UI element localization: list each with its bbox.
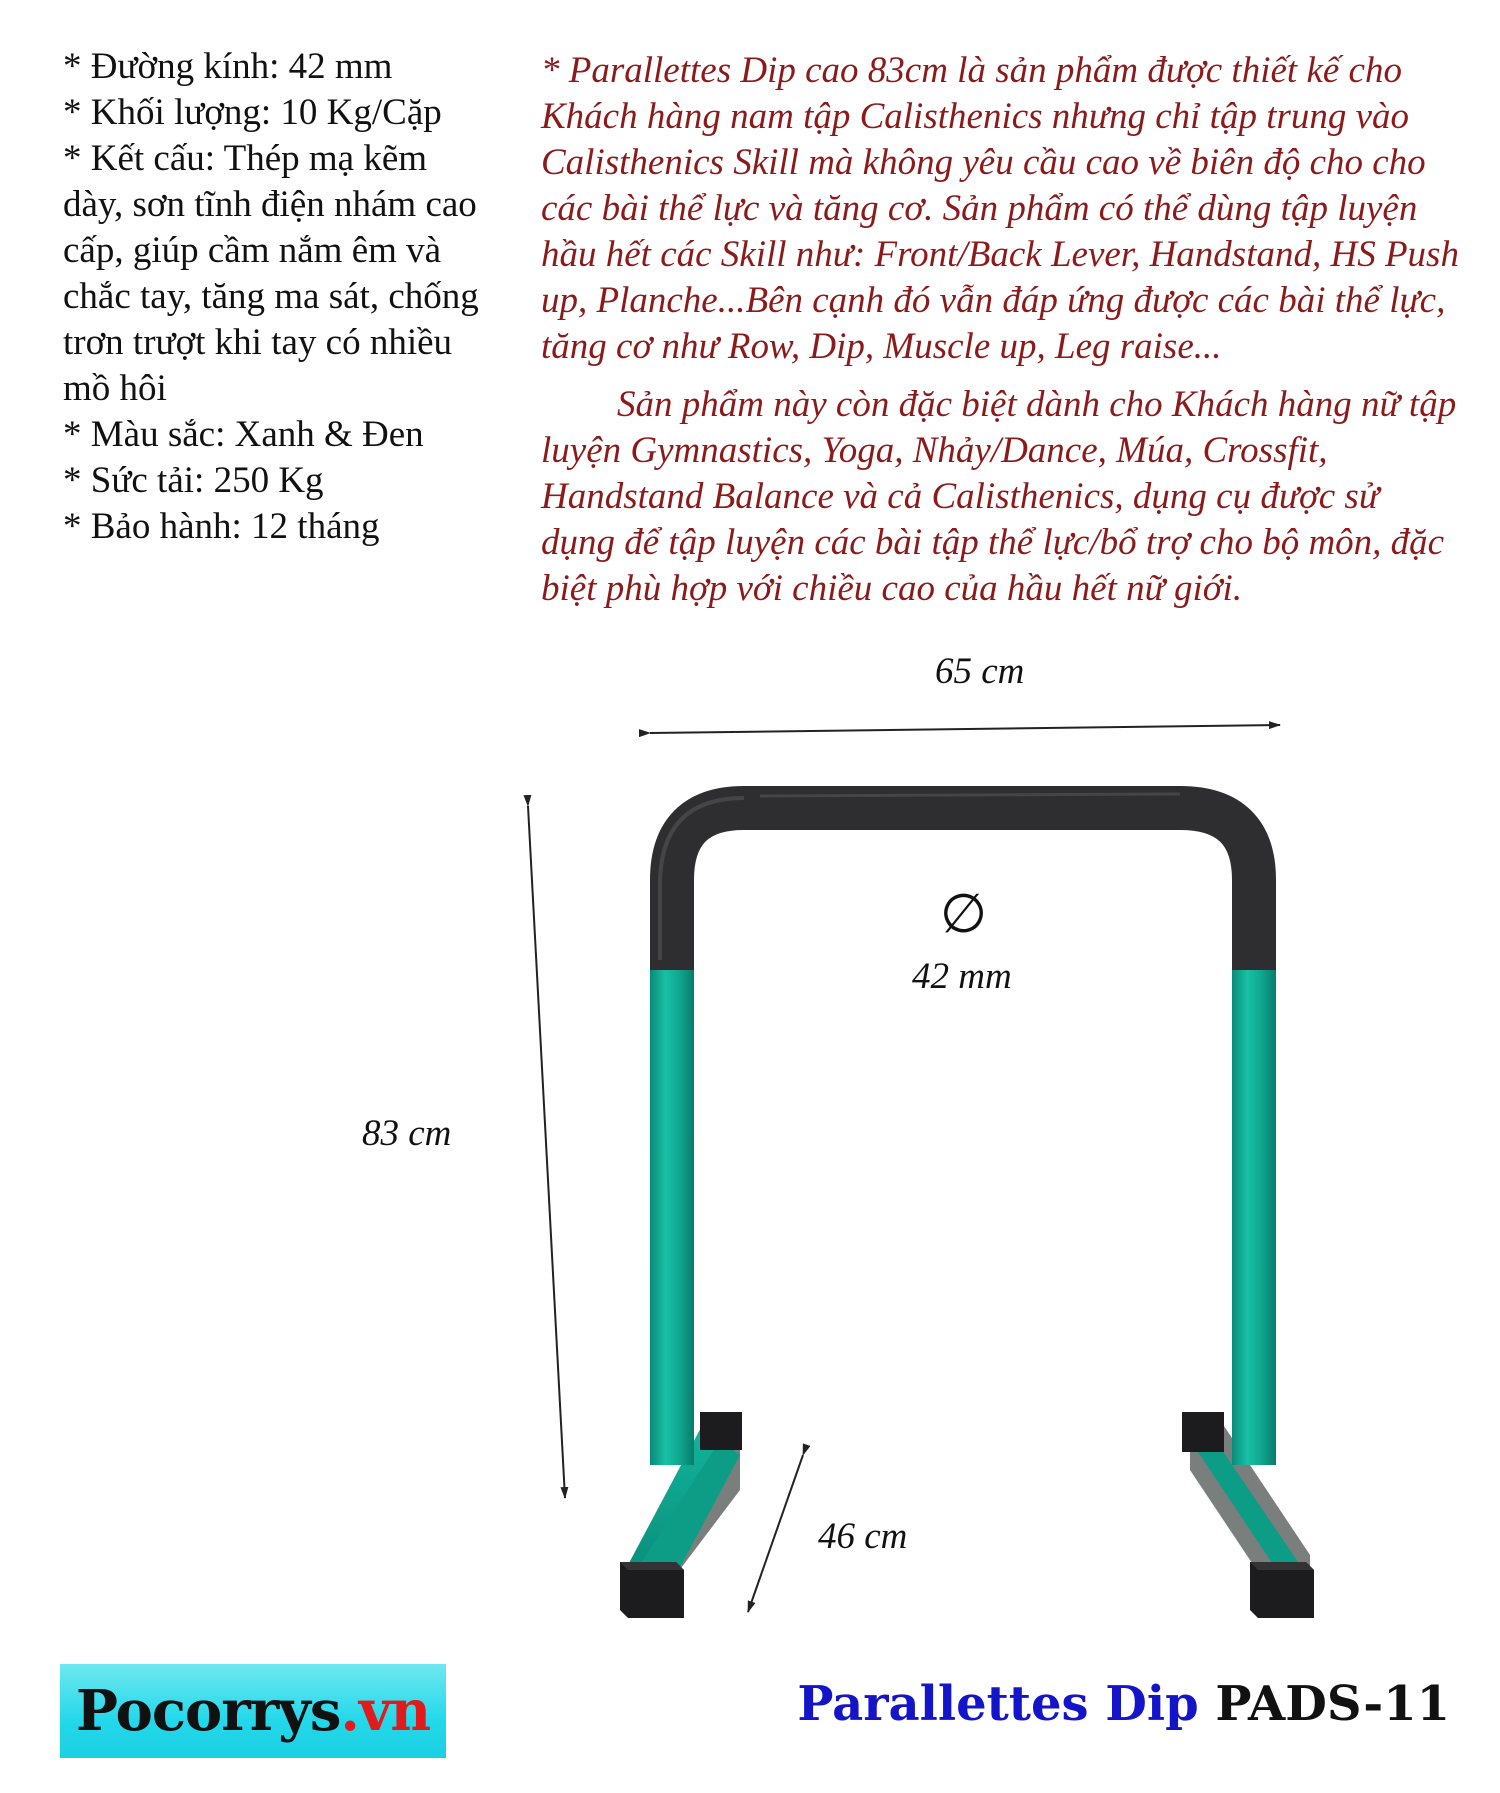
brand-name: [76, 1678, 430, 1744]
spec-structure: * Kết cấu: Thép mạ kẽm dày, sơn tĩnh điện nhám cao cấp, giúp cầm nắm êm và chắc tay, tăng ma sát, chống trơn trượt khi tay có nhiều mồ hôi: [63, 138, 479, 409]
diameter-icon: ∅: [940, 882, 988, 945]
depth-arrow: [748, 1455, 803, 1612]
brand-tld: .vn: [340, 1678, 431, 1744]
spec-weight: * Khối lượng: 10 Kg/Cặp: [63, 92, 442, 133]
depth-label: 46 cm: [818, 1516, 908, 1557]
spec-load: * Sức tải: 250 Kg: [63, 460, 324, 501]
model-name: Parallettes Dip: [797, 1676, 1199, 1732]
width-arrow: [650, 725, 1280, 733]
height-label: 83 cm: [362, 1113, 452, 1154]
diameter-label: 42 mm: [912, 956, 1012, 997]
spec-warranty: * Bảo hành: 12 tháng: [63, 506, 380, 547]
description-paragraph-2: Sản phẩm này còn đặc biệt dành cho Khách hàng nữ tập luyện Gymnastics, Yoga, Nhảy/Dance, Múa, Crossfit, Handstand Balance và cả Calisthenics, dụng cụ được sử dụng để tập luyện các bài tập thể lực/bổ trợ cho bộ môn, đặc biệt phù hợp với chiều cao của hầu hết nữ giới.: [541, 384, 1457, 609]
height-arrow: [528, 806, 565, 1498]
brand-logo: [60, 1664, 446, 1758]
left-leg: [650, 965, 694, 1465]
model-title: [797, 1676, 1450, 1732]
spec-diameter: * Đường kính: 42 mm: [63, 46, 393, 87]
right-leg: [1232, 965, 1276, 1465]
model-code: PADS-11: [1198, 1676, 1450, 1732]
brand-name-main: Pocorrys: [75, 1678, 341, 1744]
description-paragraph-1: * Parallettes Dip cao 83cm là sản phẩm được thiết kế cho Khách hàng nam tập Calisthenics nhưng chỉ tập trung vào Calisthenics Skill mà không yêu cầu cao về biên độ cho cho các bài thể lực và tăng cơ. Sản phẩm có thể dùng tập luyện hầu hết các Skill như: Front/Back Lever, Handstand, HS Push up, Planche...Bên cạnh đó vẫn đáp ứng được các bài thể lực, tăng cơ như Row, Dip, Muscle up, Leg raise...: [541, 50, 1459, 367]
spec-color: * Màu sắc: Xanh & Đen: [63, 414, 424, 455]
width-label: 65 cm: [935, 651, 1025, 692]
